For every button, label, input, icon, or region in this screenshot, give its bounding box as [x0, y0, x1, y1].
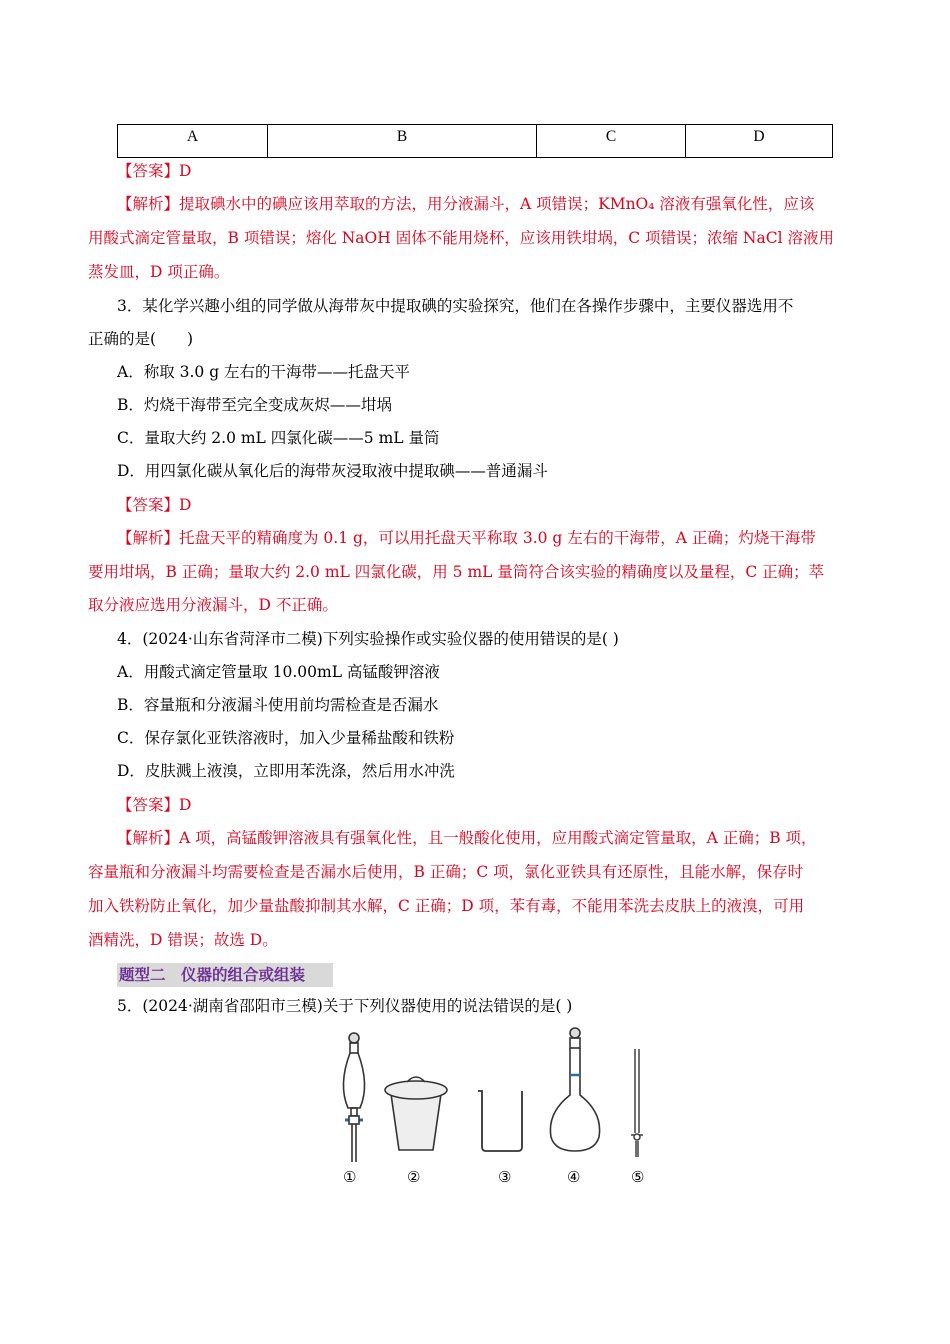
q2-explanation-line: 用酸式滴定管量取，B 项错误；熔化 NaOH 固体不能用烧杯，应该用铁坩埚，C 项错误；浓缩 NaCl 溶液用: [88, 229, 834, 247]
label-5: ⑤: [631, 1168, 645, 1186]
q4-option-c: C．保存氯化亚铁溶液时，加入少量稀盐酸和铁粉: [117, 729, 455, 747]
label-1: ①: [343, 1168, 357, 1186]
q3-option-c: C．量取大约 2.0 mL 四氯化碳——5 mL 量筒: [117, 429, 440, 447]
q3-explanation-line: 取分液应选用分液漏斗，D 不正确。: [88, 596, 338, 614]
q3-explanation-line: 要用坩埚，B 正确；量取大约 2.0 mL 四氯化碳，用 5 mL 量筒符合该实验的精确度以及量程，C 正确；萃: [88, 563, 825, 581]
section-heading: 题型二 仪器的组合或组装: [117, 963, 333, 987]
q4-explanation-line: 容量瓶和分液漏斗均需要检查是否漏水后使用，B 正确；C 项，氯化亚铁具有还原性，且能水解，保存时: [88, 863, 804, 881]
q4-explanation-line: 加入铁粉防止氧化，加少量盐酸抑制其水解，C 正确；D 项，苯有毒，不能用苯洗去皮肤上的液溴，可用: [88, 897, 805, 915]
q3-option-b: B．灼烧干海带至完全变成灰烬——坩埚: [117, 396, 392, 414]
separatory-funnel-icon: [330, 1030, 380, 1165]
options-table: [117, 124, 833, 158]
q3-option-a: A．称取 3.0 g 左右的干海带——托盘天平: [117, 363, 411, 381]
table-cell-b: B: [268, 125, 537, 158]
label-2: ②: [407, 1168, 421, 1186]
q3-explanation-line: 【解析】托盘天平的精确度为 0.1 g，可以用托盘天平称取 3.0 g 左右的干海带，A 正确；灼烧干海带: [117, 529, 816, 547]
crucible-icon: [381, 1070, 451, 1155]
q4-option-a: A．用酸式滴定管量取 10.00mL 高锰酸钾溶液: [117, 663, 440, 681]
volumetric-flask-icon: [545, 1025, 605, 1157]
q3-stem-line: 正确的是( ): [88, 330, 194, 348]
q4-option-b: B．容量瓶和分液漏斗使用前均需检查是否漏水: [117, 696, 439, 714]
table-cell-c: C: [537, 125, 686, 158]
q3-answer: 【答案】D: [117, 496, 192, 514]
beaker-icon: [474, 1085, 529, 1155]
table-cell-d: D: [686, 125, 833, 158]
label-4: ④: [567, 1168, 581, 1186]
q2-explanation-line: 蒸发皿，D 项正确。: [88, 263, 230, 281]
q4-explanation-line: 酒精洗，D 错误；故选 D。: [88, 931, 278, 949]
q4-option-d: D．皮肤溅上液溴，立即用苯洗涤，然后用水冲洗: [117, 762, 455, 780]
label-3: ③: [498, 1168, 512, 1186]
q3-stem-line: 3．某化学兴趣小组的同学做从海带灰中提取碘的实验探究，他们在各操作步骤中，主要仪器选用不: [117, 297, 794, 315]
burette-icon: [627, 1045, 647, 1165]
q4-stem: 4．(2024·山东省菏泽市二模)下列实验操作或实验仪器的使用错误的是( ): [117, 630, 619, 648]
q4-answer: 【答案】D: [117, 796, 192, 814]
table-cell-a: A: [118, 125, 268, 158]
q5-stem: 5．(2024·湖南省邵阳市三模)关于下列仪器使用的说法错误的是( ): [117, 997, 573, 1015]
q2-answer: 【答案】D: [117, 162, 192, 180]
q2-explanation-line: 【解析】提取碘水中的碘应该用萃取的方法，用分液漏斗，A 项错误；KMnO₄ 溶液有强氧化性，应该: [117, 195, 815, 213]
q3-option-d: D．用四氯化碳从氧化后的海带灰浸取液中提取碘——普通漏斗: [117, 462, 548, 480]
q4-explanation-line: 【解析】A 项，高锰酸钾溶液具有强氧化性，且一般酸化使用，应用酸式滴定管量取，A 正确；B 项，: [117, 829, 817, 847]
